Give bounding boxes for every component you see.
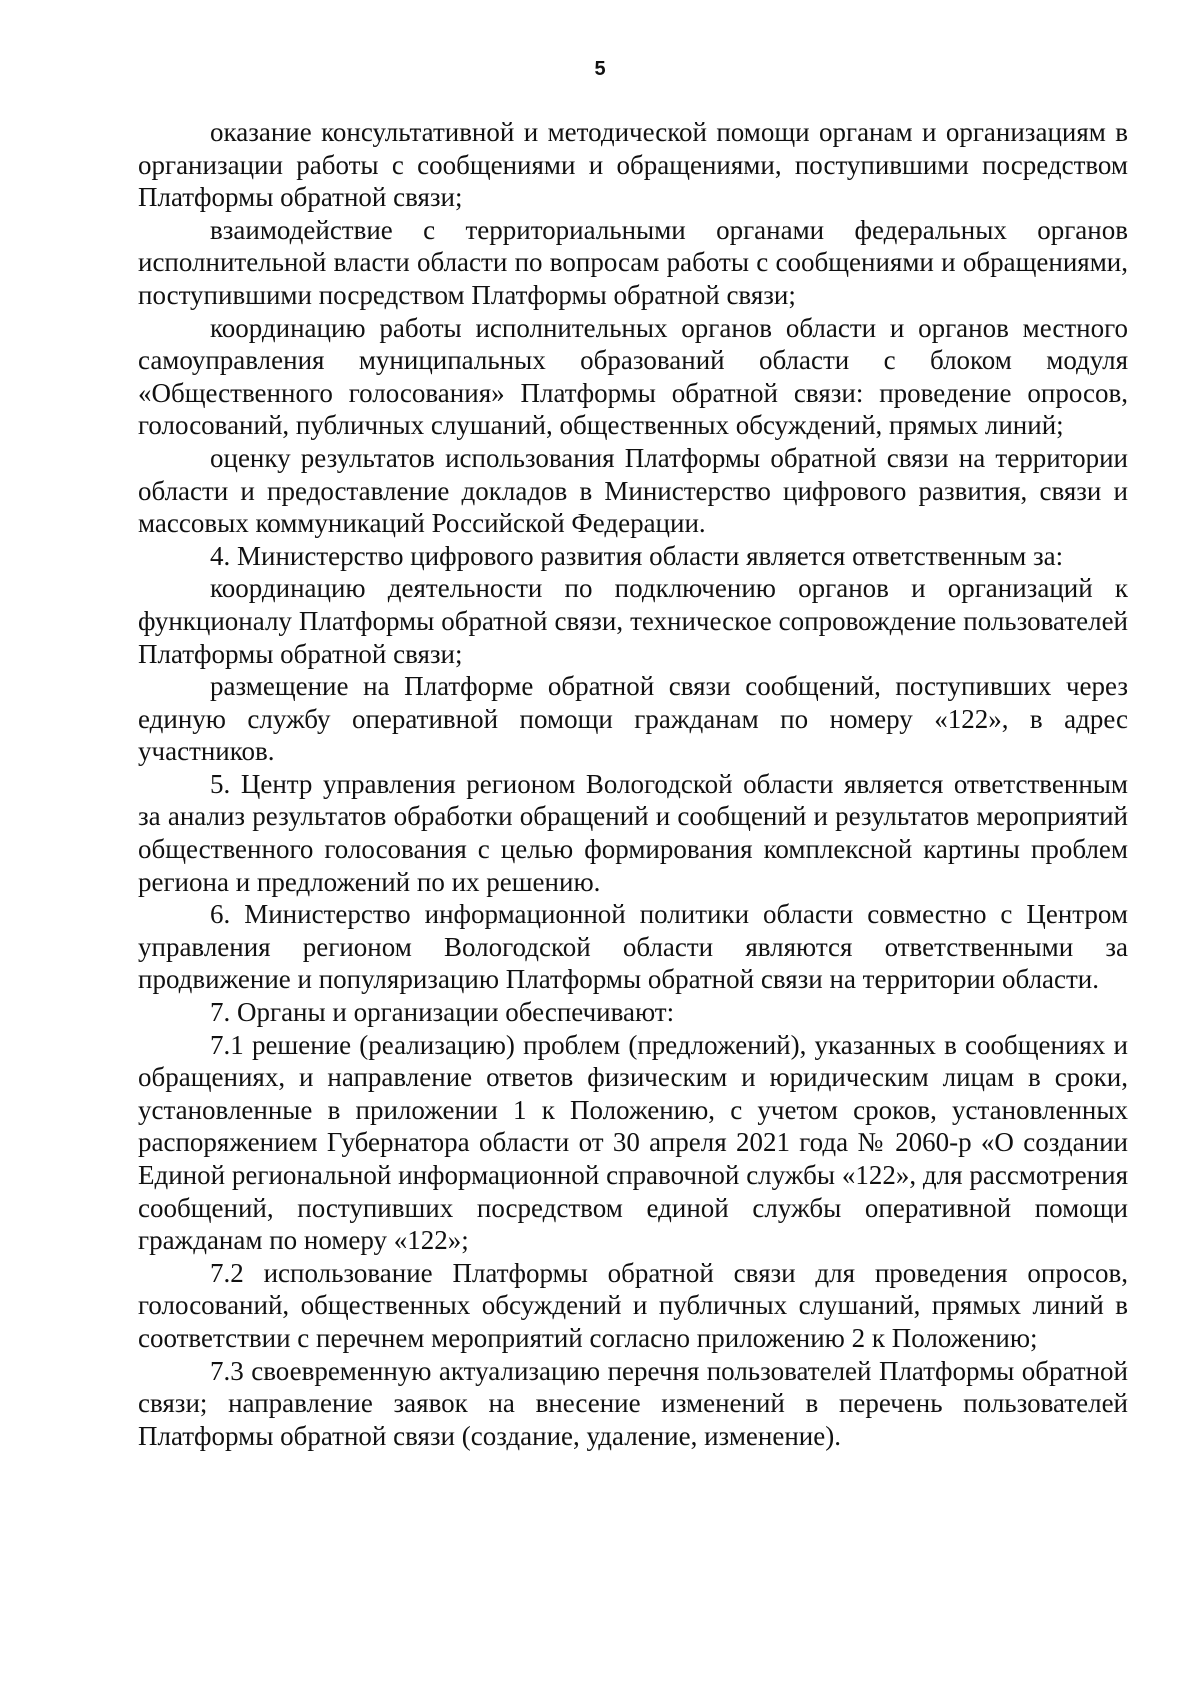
paragraph-item-7-1: 7.1 решение (реализацию) проблем (предложений), указанных в сообщениях и обращениях, и направление ответов физическим и юридическим лицам в сроки, установленные в приложении 1 к Положению, с учетом сроков, установленных распоряжением Губернатора области от 30 апреля 2021 года № 2060-р «О создании Единой региональной информационной справочной службы «122», для рассмотрения сообщений, поступивших посредством единой службы оперативной помощи гражданам по номеру «122»; [138,1029,1128,1256]
page-number: 5 [594,58,606,80]
paragraph-consulting-assistance: оказание консультативной и методической помощи органам и организациям в организации работы с сообщениями и обращениями, поступившими посредством Платформы обратной связи; [138,117,1128,213]
paragraph-territorial-cooperation: взаимодействие с территориальными органами федеральных органов исполнительной власти области по вопросам работы с сообщениями и обращениями, поступившими посредством Платформы обратной связи; [138,214,1128,310]
paragraph-voting-coordination: координацию работы исполнительных органов области и органов местного самоуправления муниципальных образований области с блоком модуля «Общественного голосования» Платформы обратной связи: проведение опросов, голосований, публичных слушаний, общественных обсуждений, прямых линий; [138,312,1128,441]
paragraph-item-7: 7. Органы и организации обеспечивают: [210,997,675,1028]
paragraph-item-7-2: 7.2 использование Платформы обратной связи для проведения опросов, голосований, общественных обсуждений и публичных слушаний, прямых линий в соответствии с перечнем мероприятий согласно приложению 2 к Положению; [138,1257,1128,1353]
document-body [138,116,1128,1452]
paragraph-item-4: 4. Министерство цифрового развития области является ответственным за: [210,540,1064,571]
paragraph-item-7-3: 7.3 своевременную актуализацию перечня пользователей Платформы обратной связи; направление заявок на внесение изменений в перечень пользователей Платформы обратной связи (создание, удаление, изменение). [138,1355,1128,1451]
paragraph-connection-coordination: координацию деятельности по подключению органов и организаций к функционалу Платформы обратной связи, техническое сопровождение пользователей Платформы обратной связи; [138,573,1128,669]
paragraph-item-6: 6. Министерство информационной политики области совместно с Центром управления регионом Вологодской области являются ответственными за продвижение и популяризацию Платформы обратной связи на территории области. [138,899,1128,995]
paragraph-122-messages: размещение на Платформе обратной связи сообщений, поступивших через единую службу оперативной помощи гражданам по номеру «122», в адрес участников. [138,671,1128,767]
paragraph-item-5: 5. Центр управления регионом Вологодской области является ответственным за анализ результатов обработки обращений и сообщений и результатов мероприятий общественного голосования с целью формирования комплексной картины проблем региона и предложений по их решению. [138,768,1128,897]
paragraph-results-evaluation: оценку результатов использования Платформы обратной связи на территории области и предоставление докладов в Министерство цифрового развития, связи и массовых коммуникаций Российской Федерации. [138,442,1128,539]
